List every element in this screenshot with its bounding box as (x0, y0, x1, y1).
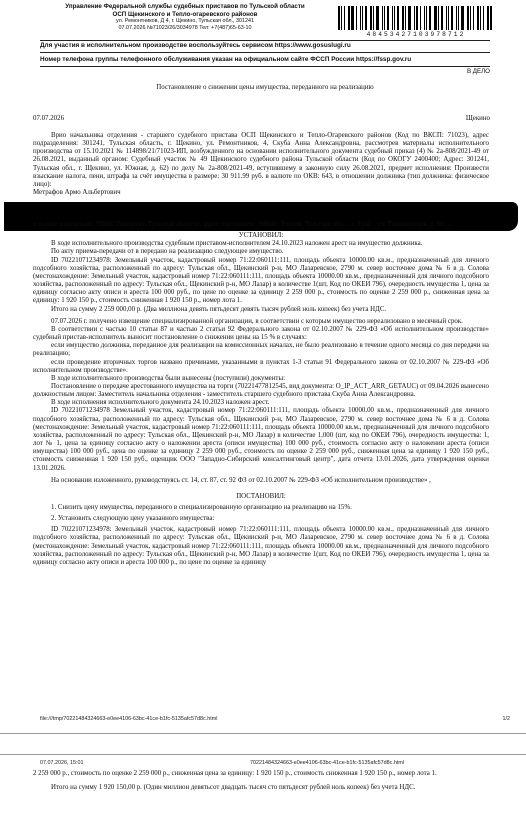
divider (40, 52, 490, 53)
agency-header (40, 3, 330, 31)
debtor-name: Метрафов Армо Альбертович (33, 189, 121, 197)
barcode-stripe (434, 6, 437, 30)
paragraph-arrest: В ходе исполнительного производства судебным приставом-исполнителем 24.10.2023 наложен арест на имущество должника. (51, 240, 423, 248)
barcode-stripe (365, 6, 367, 30)
paragraph-case-1: если имущество должника, переданное для реализации на комиссионных началах, не было реализовано в течение одного месяца со дня передачи на реализацию; (33, 342, 489, 358)
resolution-item-2: 2. Установить следующую цену указанного имущества: (51, 515, 215, 523)
divider (40, 66, 490, 67)
barcode-stripe (362, 6, 363, 30)
barcode-stripe (376, 6, 379, 30)
barcode-stripe (344, 6, 345, 30)
paragraph-case-2: если проведение вторичных торгов названо причинами, указанными в пунктах 1-3 статьи 91 Федерального закона от 02.10.2007 № 229-ФЗ «Об исполнительном производстве». (33, 358, 489, 374)
barcode-stripe (451, 6, 453, 30)
barcode-stripe (470, 6, 471, 30)
barcode-stripe (438, 6, 439, 30)
stamp-to-file: В ДЕЛО (466, 68, 490, 75)
barcode-stripe (441, 6, 443, 30)
barcode-stripe (392, 6, 393, 30)
intro-paragraph: Врио начальника отделения - старшего судебного пристава ОСП Щекинского и Тепло-Огаревского районов (Код по ВКСП: 71023), адрес подразделения: 301241, Тульская область, г. Щекино, ул. Ремонтников, 4, Скуба Анна Александровна, рассмотрев материалы исполнительного производства от 15.10.2021 № 114898/21/71023-ИП, возбужденного на основании исполнительного документа судебный приказ (4) № 2а-808/2021-49 от 26.08.2021, выданный органом: Судебный участок № 49 Щекинского судебного района Тульской области (Код по ОКОГУ 2400400; Адрес: 301241, Тульская обл., г. Щекино, ул. Южная, д. 62) по делу № 2а-808/2021-49, вступившему в законную силу 26.08.2021, предмет исполнения: Произвести взыскание налога, пени, штрафа за счёт имущества в размере: 30 911.99 руб. в валюте по ОКВ: 643, в отношении должника (тип должника: физическое лицо): (33, 132, 489, 188)
barcode-stripe (370, 6, 372, 30)
document-meta: 07.07.2026 №71023/26/3034978 Тел: +7(487)65-63-10 (118, 24, 252, 31)
barcode-stripe (473, 6, 474, 30)
paragraph-law: В соответствии с частью 10 статьи 87 и частью 2 статьи 92 Федерального закона от 02.10.2007 № 229-ФЗ «Об исполнительном производстве» судебный пристав-исполнитель выносит постановление о снижении цены на 15 % в случаях: (33, 325, 489, 342)
barcode-stripe (426, 6, 427, 30)
barcode-stripe (405, 6, 406, 30)
continued-text: 2 259 000 р., стоимость по оценке 2 259 000 р., сниженная цена за единицу: 1 920 150 р., стоимость сниженная 1 920 150 р., номер лота 1. (33, 770, 437, 777)
paragraph-property: ID 70221071234978: Земельный участок, кадастровый номер 71:22:060111:111, площадь объекта 10000.00 кв.м., предназначенный для личного подсобного хозяйства, расположенный по адресу: Тульская обл., Щекинский р-н, МО Лазаревское, 2790 м. север восточнее дома № 6 в д. Солова (местонахождение: Земельный участок, кадастровый номер 71:22:060111:111, площадь объекта 10000.00 кв.м., предназначенный для личного подсобного хозяйства, расположенный по адресу: Тульская обл., Щекинский р-н, МО Лазар) в количестве 1(шт, Код по ОКЕИ 796), очередность имущества 1, цена за единицу согласно акту описи и ареста 100 000 руб., по цене по оценке за единицу 2 259 000 р., стоимость по оценке 2 259 000 р., сниженная цена за единицу: 1 920 150 р., стоимость сниженная 1 920 150 р., номер лота 1. (33, 256, 489, 305)
barcode-stripe (356, 6, 357, 30)
barcode-stripe (397, 6, 399, 30)
barcode-number: 48453427103978712 (366, 31, 466, 38)
print-filename: 70221484324663-e0ee4106-63bc-41ce-b1fc-5135afc57d8c.html (250, 760, 405, 766)
barcode-stripe (416, 6, 418, 30)
final-total: Итого на сумму 1 920 150,00 р. (Один миллион девятьсот двадцать тысяч сто пятьдесят рублей ноль копеек) без учета НДС. (51, 784, 416, 792)
paragraph-transfer: По акту приема-передачи от в передано на реализацию следующее имущество. (51, 248, 284, 256)
barcode-stripe (490, 6, 492, 30)
barcode-stripe (394, 6, 395, 30)
barcode-stripe (429, 6, 431, 30)
creditor-line: в пользу взыскателя: УФНС России по Тульской области, адрес взыскателя: 300041, Россия, Тульская обл., , г. Тула, , ул. Тургеневская, д. 66, ,, (33, 221, 451, 228)
barcode-stripe (341, 6, 342, 30)
page-break (0, 733, 526, 755)
agency-address: ул. Ремонтников, Д 4, г. Щекино, Тульская обл., 301241 (116, 18, 254, 25)
barcode-stripe (446, 6, 447, 30)
phone-notice: Номер телефона группы телефонного обслуживания указан на официальном сайте ФССП России https://fssp.gov.ru (40, 56, 412, 63)
paragraph-documents: В ходе исполнительного производства были вынесены (поступили) документы: (51, 374, 285, 382)
paragraph-resolution: Постановление о передаче арестованного имущества на торги (70221477812545, вид документа: O_IP_ACT_ARR_GETAUC) от 09.04.2026 вынесено должностным лицом: Заместитель начальника отделения - заместитель старшего судебного пристава Скуба Анна Александровна. (33, 382, 489, 399)
paragraph-arrest-2: В ходе исполнения исполнительного документа 24.10.2023 наложен арест. (51, 399, 270, 407)
page-number: 1/2 (502, 716, 510, 722)
barcode-stripe (338, 6, 340, 30)
established-heading: УСТАНОВИЛ: (238, 232, 284, 240)
page2-body (33, 770, 489, 792)
document-city: Щекино (465, 115, 490, 122)
paragraph-notice: 07.07.2026 г. получено извещение специализированной организации, в соответствии с которым имущество нереализовано в месячный срок. (51, 317, 463, 325)
barcode-stripe (414, 6, 415, 30)
gosuslugi-notice: Для участия в исполнительном производстве воспользуйтесь сервисом https://www.gosuslugi.ru (40, 42, 351, 49)
barcode-stripe (351, 6, 354, 30)
barcode-stripe (382, 6, 383, 30)
divider (40, 40, 490, 41)
document-body (33, 132, 489, 197)
paragraph-basis: На основании изложенного, руководствуясь ст. 14, ст. 87, ст. 92 ФЗ от 02.10.2007 № 229-ФЗ «Об исполнительном производстве» , (51, 476, 431, 484)
page-footer-path: file:///tmp/70221484324663-e0ee4106-63bc-41ce-b1fc-5135afc57d8c.html (40, 716, 218, 722)
barcode-stripe (387, 6, 389, 30)
resolution-property: ID 70221071234978: Земельный участок, кадастровый номер 71:22:060111:111, площадь объекта 10000.00 кв.м., предназначенный для личного подсобного хозяйства, расположенный по адресу: Тульская обл., Щекинский р-н, МО Лазаревское, 2790 м. север восточнее дома № 6 в д. Солова (местонахождение: Земельный участок, кадастровый номер 71:22:060111:111, площадь объекта 10000.00 кв.м., предназначенный для личного подсобного хозяйства, расположенный по адресу: Тульская обл., Щекинский р-н, МО Лазар) в количестве 1(шт, Код по ОКЕИ 796), очередность имущества 1, цена за единицу согласно акту описи и ареста 100 000 р., по цене по оценке за единицу (33, 526, 489, 566)
paragraph-property-2: ID 70221071234978 Земельный участок, кадастровый номер 71:22:060111:111, площадь объекта 10000.00 кв.м., предназначенный для личного подсобного хозяйства, расположенный по адресу: Тульская обл., Щекинский р-н, МО Лазаревское, 2790 м. север восточнее дома № 6 в д. Солова (местонахождение: Земельный участок, кадастровый номер 71:22:060111:111, площадь объекта 10000.00 кв.м., предназначенный для личного подсобного хозяйства, расположенный по адресу: Тульская обл., Щекинский р-н, МО Лазар) в количестве 1,000 (шт, код по ОКЕИ 796), очередность имущества: 1, лот № 1, цена за единицу согласно акту о наложении ареста (описи имущества) 100 000 руб., стоимость согласно акту о наложении ареста (описи имущества) 100 000 руб., цена по оценке за единицу 2 259 000 руб., стоимость по оценке 2 259 000 руб., сниженная цена за единицу 1 920 150 руб., стоимость сниженная 1 920 150 руб., оценщик ООО "Западно-Сибирский консалтинговый центр", дата отчета 13.01.2026, дата утверждения оценки 13.01.2026. (33, 407, 489, 472)
barcode-stripe (384, 6, 385, 30)
resolution-item-1: 1. Снизить цену имущества, переданного в специализированную организацию на реализацию на 15%. (51, 504, 352, 511)
barcode-stripe (477, 6, 479, 30)
document-body-cont (33, 221, 489, 567)
barcode-stripe (456, 6, 457, 30)
barcode-stripe (424, 6, 425, 30)
division-name: ОСП Щекинского и Тепло-огаревского районов (112, 10, 258, 18)
barcode-stripe (408, 6, 411, 30)
barcode-stripe (373, 6, 374, 30)
barcode-stripe (348, 6, 350, 30)
barcode-stripe (480, 6, 481, 30)
barcode (338, 6, 494, 30)
paragraph-total: Итого на сумму 2 259 000,00 р. (Два миллиона девять пятьдесят девять тысяч рублей ноль копеек) без учета НДС. (51, 305, 387, 313)
print-datetime: 07.07.2026, 15:01 (40, 760, 84, 766)
barcode-stripe (458, 6, 459, 30)
barcode-stripe (402, 6, 404, 30)
barcode-stripe (360, 6, 361, 30)
barcode-stripe (420, 6, 421, 30)
document-date: 07.07.2026 (33, 115, 65, 122)
barcode-stripe (461, 6, 464, 30)
document-title: Постановление о снижении цены имущества, переданного на реализацию (156, 84, 374, 91)
decided-heading: ПОСТАНОВИЛ: (236, 492, 286, 500)
agency-name: Управление Федеральной службы судебных приставов по Тульской области (65, 3, 305, 10)
barcode-stripe (467, 6, 469, 30)
barcode-stripe (487, 6, 489, 30)
barcode-stripe (483, 6, 484, 30)
barcode-stripe (448, 6, 449, 30)
